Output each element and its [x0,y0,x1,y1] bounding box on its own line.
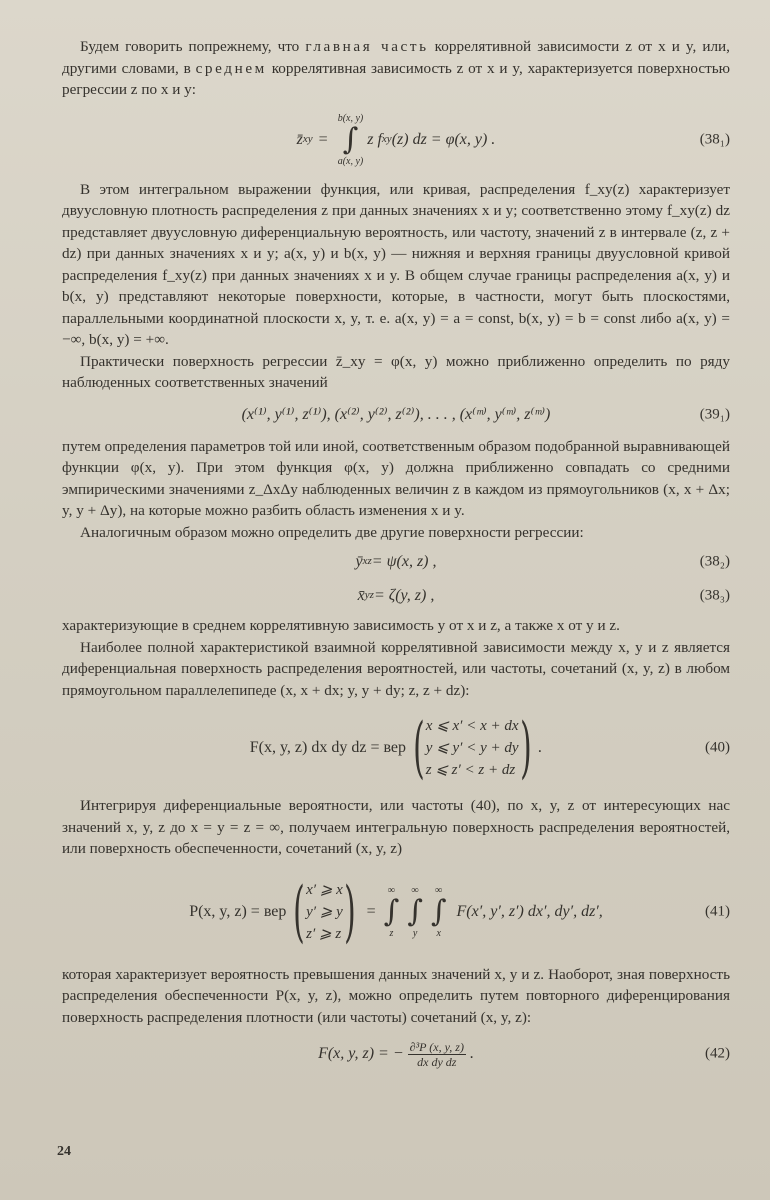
integral-sign: ∞ ∫ y [407,884,423,939]
integral-upper-limit: b(x, y) [337,112,364,124]
eq-sub: xy [381,132,392,145]
equation-number: (38₃) [699,587,730,604]
page-number: 24 [57,1144,71,1159]
spaced-text: главная часть [305,38,429,55]
equation-38-3 [62,581,730,611]
equation-39-1 [62,398,730,432]
equation-number: (38₁) [699,130,730,147]
condition-row: x′ ⩾ x [306,881,343,898]
eq-lhs: P(x, y, z) = вер [189,902,287,920]
integral-upper-limit: ∞ [411,884,419,896]
eq-rhs: z f [367,130,382,148]
paragraph-6: характеризующие в среднем коррелятивную зависимость y от x и z, а также x от y и z. [62,617,620,634]
eq-sub: xy [302,132,313,145]
condition-row: z′ ⩾ z [306,925,342,942]
eq-rhs: = ψ(x, z) , [371,553,437,571]
equation-38-2 [62,547,730,577]
equation-42 [62,1032,730,1076]
text-span: коррелятивная зависимость z от x и y, характеризуется поверхностью регрессии z по x и y: [62,59,730,98]
paragraph-8: Интегрируя диференциальные вероятности, или частоты (40), по x, y, z от интересующих нас значений x, y, z до x = y = z = ∞, получаем интегральную поверхность распределения вероятностей, или поверхность обеспеченности, сочетаний (x, y, z) [62,797,730,857]
text-span: Будем говорить попрежнему, что [80,38,306,55]
paragraph-1 [62,36,730,101]
equation-number: (40) [705,739,730,756]
eq-lhs: F(x, y, z) dx dy dz = вер [249,739,407,757]
integral-lower-limit: y [412,927,418,939]
condition-stack [306,879,343,945]
paragraph-4: путем определения параметров той или иной, соответственным образом подобранной выравнивающей функции φ(x, y). При этом функция φ(x, y) должна приближенно совпадать со средними эмпирическими значениями z_ΔxΔy наблюденных величин z в каждом из прямоугольников (x, x + Δx; y, y + Δy), на которые можно разбить область изменения x и y. [62,437,730,519]
paragraph-2: В этом интегральном выражении функция, или кривая, распределения f_xy(z) характеризует двуусловную плотность распределения z при данных значениях x и y; соответственно этому f_xy(z) dz представляет двуусловную диференциальную вероятность, или частоту, значений z в интервале (z, z + dz) при данных значениях x и y; a(x, y) и b(x, y) — нижняя и верхняя границы двуусловной кривой распределения f_xy(z) при данных значениях x и y. В общем случае границы распределения a(x, y) и b(x, y) представляют некоторые поверхности, которые, в частности, могут быть плоскостями, параллельными координатной плоскости x, y, т. е. a(x, y) = a = const, b(x, y) = b = const либо a(x, y) = −∞, b(x, y) = +∞. [62,180,730,348]
equation-body: F(x, y, z) dx dy dz = вер ( x ⩽ x′ < x + dx y ⩽ y′ < y + dy z ⩽ z′ < z + dz ) . [249,709,543,786]
eq-rhs: (z) dz = φ(x, y) . [391,130,496,148]
equation-body [62,581,730,611]
eq-rhs: F(x′, y′, z′) dx′, dy′, dz′, [456,902,603,920]
equation-number: (38₂) [699,553,730,570]
paragraph-5: Аналогичным образом можно определить две другие поверхности регрессии: [80,523,584,541]
integral-lower-limit: z [389,927,394,939]
equation-number: (39₁) [699,405,730,422]
paragraph-3: Практически поверхность регрессии z̄_xy = φ(x, y) можно приближенно определить по ряду наблюденных соответственных значений [62,352,730,391]
equation-41 [62,864,730,960]
equation-38-1 [62,105,730,175]
condition-row: z ⩽ z′ < z + dz [425,762,516,778]
eq-rhs: = ζ(y, z) , [373,587,435,605]
equation-body [62,1032,730,1076]
integral-sign: ∞ ∫ z [383,884,400,939]
equation-body: z̄ xy = b(x, y) ∫ a(x, y) z f xy (z) dz = φ(x, y) . [296,112,496,167]
spaced-text: среднем [195,59,267,77]
eq-lhs: z̄ [296,130,303,148]
eq-lhs: ȳ [355,553,363,571]
eq-sub: xz [362,555,372,568]
condition-row: y ⩽ y′ < y + dy [425,740,519,756]
text-span: коррелятивной зависимости z от x и y, или, другими словами, в [62,38,730,77]
paragraph-9: которая характеризует вероятность превышения данных значений x, y и z. Наоборот, зная поверхность распределения обеспеченности P(x, y, z), можно определить путем повторного диференцирования поверхность распределения плотности (или частоты) сочетаний (x, y, z): [62,965,730,1026]
paragraph-7: Наиболее полной характеристикой взаимной коррелятивной зависимости между x, y и z является диференциальная поверхность распределения вероятностей, или частоты, сочетаний (x, y, z) в любом прямоугольном параллелепипеде (x, x + dx; y, y + dy; z, z + dz): [62,638,730,699]
fraction [408,1040,466,1069]
integral-upper-limit: ∞ [387,884,395,896]
equation-body: (x⁽¹⁾, y⁽¹⁾, z⁽¹⁾), (x⁽²⁾, y⁽²⁾, z⁽²⁾), . . . , (x⁽ᵐ⁾, y⁽ᵐ⁾, z⁽ᵐ⁾) [241,405,551,423]
integral-sign: ∞ ∫ x [430,884,447,939]
equation-body: P(x, y, z) = вер ( x′ ⩾ x y′ ⩾ y z′ ⩾ z ) = ∞ ∫ z ∞ ∫ y ∞ ∫ x F(x′, y′, z′) dx′, dy′, dz′, [189,872,603,950]
eq-lhs: x̄ [357,587,365,605]
equation-number: (42) [705,1045,730,1062]
fraction-denominator: dx dy dz [417,1054,457,1069]
integral-lower-limit: x [436,927,441,939]
integral-sign: b(x, y) ∫ a(x, y) [337,112,364,167]
eq-end: . [538,739,543,757]
integral-upper-limit: ∞ [435,884,443,896]
condition-row: y′ ⩾ y [306,903,343,920]
equation-body [62,547,730,577]
condition-row: x ⩽ x′ < x + dx [425,718,519,734]
fraction-numerator: ∂³P (x, y, z) [409,1039,464,1054]
integral-lower-limit: a(x, y) [337,155,364,167]
condition-stack [426,715,519,781]
eq-lhs: F(x, y, z) = − [318,1045,404,1063]
equation-40 [62,705,730,791]
equation-number: (41) [705,902,730,919]
eq-end: . [469,1045,474,1063]
eq-sub: yz [364,589,374,602]
